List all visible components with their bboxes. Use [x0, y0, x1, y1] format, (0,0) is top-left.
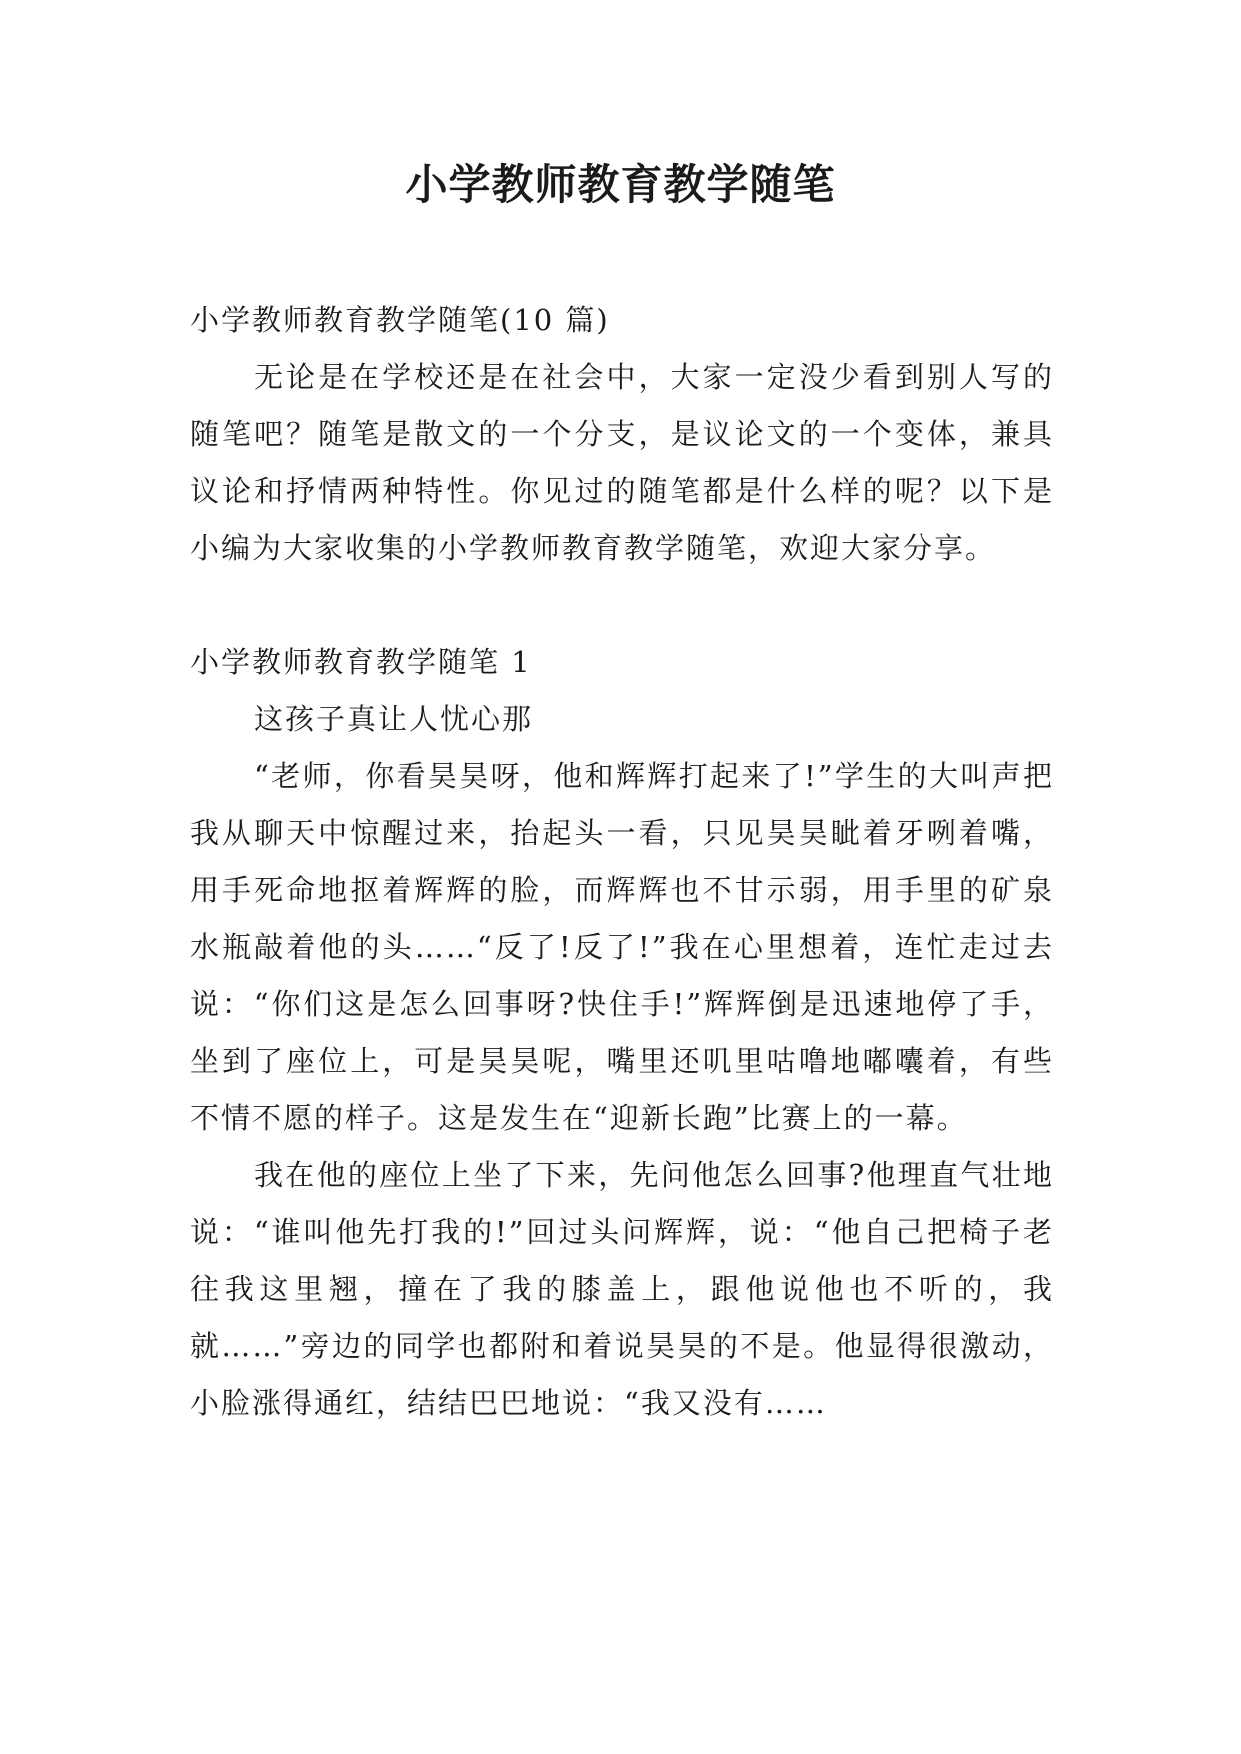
document-title: 小学教师教育教学随笔	[405, 160, 836, 209]
intro-paragraph: 无论是在学校还是在社会中，大家一定没少看到别人写的随笔吧？随笔是散文的一个分支，是议论文的一个变体，兼具议论和抒情两种特性。你见过的随笔都是什么样的呢？以下是小编为大家收集的小学教师教育教学随笔，欢迎大家分享。	[190, 360, 1054, 565]
section-heading: 小学教师教育教学随笔 1	[190, 645, 532, 679]
section-title: 这孩子真让人忧心那	[254, 702, 534, 736]
section-spacer	[190, 577, 1054, 634]
body-paragraph-2: 我在他的座位上坐了下来，先问他怎么回事?他理直气壮地说：“谁叫他先打我的!”回过头问辉辉，说：“他自己把椅子老往我这里翘，撞在了我的膝盖上，跟他说他也不听的，我就……”旁边的同学也都附和着说昊昊的不是。他显得很激动，小脸涨得通红，结结巴巴地说：“我又没有……	[190, 1158, 1054, 1420]
document-subtitle: 小学教师教育教学随笔(10 篇)	[190, 303, 610, 337]
document-body	[190, 292, 1054, 1432]
body-paragraph-1: “老师，你看昊昊呀，他和辉辉打起来了!”学生的大叫声把我从聊天中惊醒过来，抬起头一看，只见昊昊眦着牙咧着嘴，用手死命地抠着辉辉的脸，而辉辉也不甘示弱，用手里的矿泉水瓶敲着他的头……“反了!反了!”我在心里想着，连忙走过去说：“你们这是怎么回事呀?快住手!”辉辉倒是迅速地停了手，坐到了座位上，可是昊昊呢，嘴里还叽里咕噜地嘟囔着，有些不情不愿的样子。这是发生在“迎新长跑”比赛上的一幕。	[190, 759, 1054, 1135]
